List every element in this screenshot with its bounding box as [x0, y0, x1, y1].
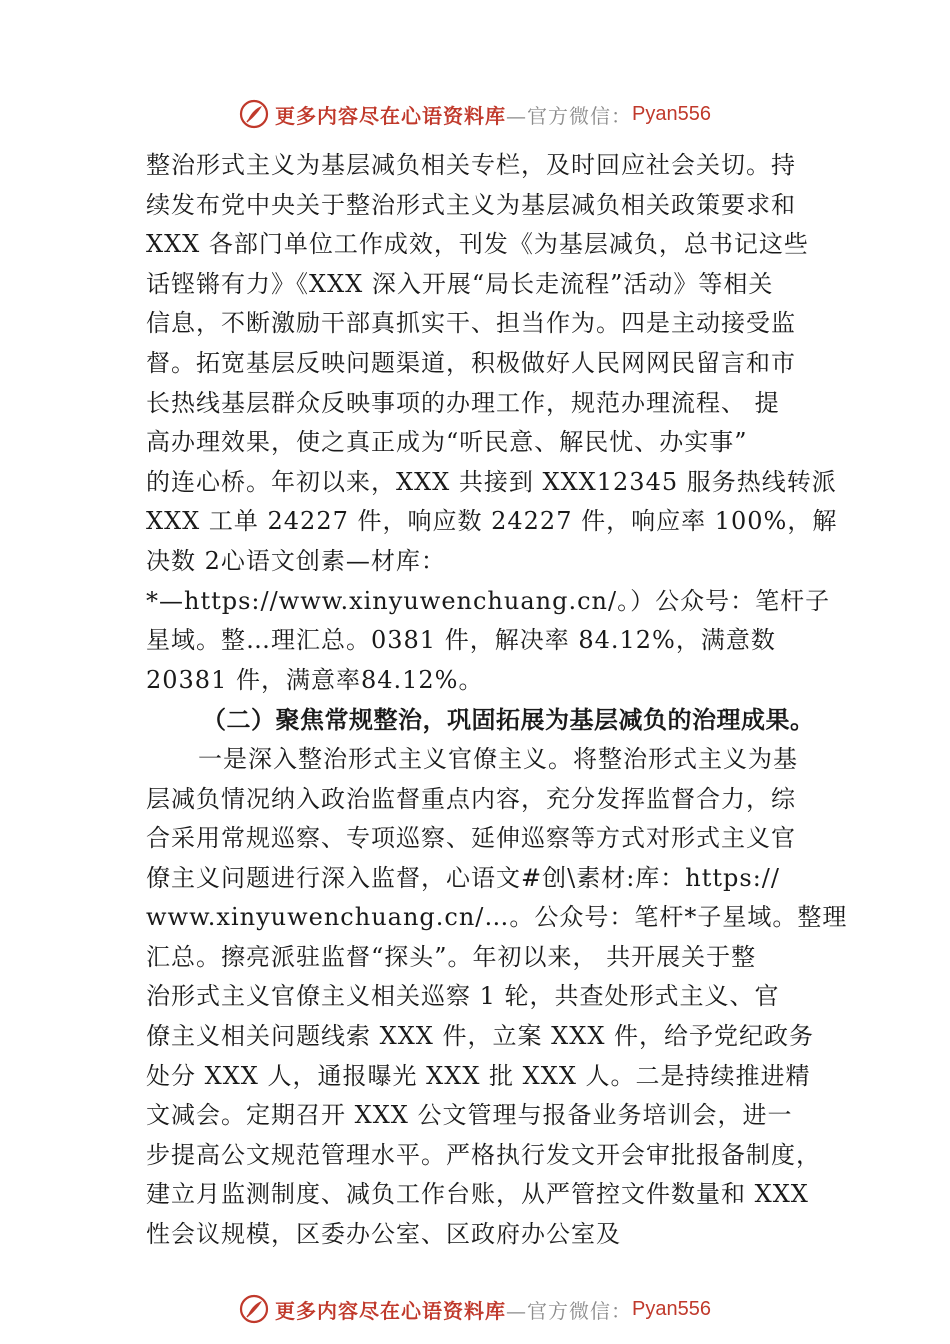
footer-watermark-banner	[0, 1287, 950, 1331]
section-heading: （二）聚焦常规整治，巩固拓展为基层减负的治理成果。	[202, 705, 815, 735]
section-line: 建立月监测制度、减负工作台账，从严管控文件数量和 XXX	[146, 1180, 809, 1209]
body-line: 整治形式主义为基层减负相关专栏，及时回应社会关切。持	[146, 151, 796, 179]
body-line: 星域。整…理汇总。0381 件，解决率 84.12%，满意数	[146, 626, 776, 655]
quill-logo-icon	[239, 1294, 269, 1324]
section-line: 一是深入整治形式主义官僚主义。将整治形式主义为基	[198, 744, 798, 773]
body-line: 督。拓宽基层反映问题渠道，积极做好人民网网民留言和市	[146, 348, 796, 377]
body-line: XXX 工单 24227 件，响应数 24227 件，响应率 100%，解	[146, 507, 838, 536]
section-line: 治形式主义官僚主义相关巡察 1 轮，共查处形式主义、官	[146, 982, 780, 1011]
body-line: 20381 件，满意率84.12%。	[146, 665, 484, 694]
document-body	[146, 146, 848, 1255]
section-line: 处分 XXX 人，通报曝光 XXX 批 XXX 人。二是持续推进精	[146, 1061, 811, 1090]
body-line: 续发布党中央关于整治形式主义为基层减负相关政策要求和	[146, 190, 796, 219]
banner-brand-text: 更多内容尽在心语资料库	[275, 1298, 507, 1323]
body-line: *—https://www.xinyuwenchuang.cn/。）公众号：笔杆子	[146, 586, 831, 615]
section-line: 性会议规模，区委办公室、区政府办公室及	[146, 1220, 621, 1249]
body-line: 的连心桥。年初以来，XXX 共接到 XXX12345 服务热线转派	[146, 467, 837, 496]
body-line: 决数 2心语文创素—材库：	[146, 546, 446, 575]
section-line: 合采用常规巡察、专项巡察、延伸巡察等方式对形式主义官	[146, 824, 796, 853]
banner-contact: Pyan556	[632, 1297, 711, 1320]
body-line: 话铿锵有力》《XXX 深入开展“局长走流程”活动》等相关	[146, 269, 774, 298]
section-line: www.xinyuwenchuang.cn/…。公众号：笔杆*子星域。整理	[146, 903, 848, 932]
banner-brand-text: 更多内容尽在心语资料库	[275, 103, 507, 128]
section-line: 僚主义相关问题线索 XXX 件，立案 XXX 件，给予党纪政务	[146, 1022, 815, 1051]
banner-separator: —官方微信：	[506, 103, 633, 128]
body-line: 高办理效果，使之真正成为“听民意、解民忧、办实事”	[146, 428, 748, 457]
section-line: 文减会。定期召开 XXX 公文管理与报备业务培训会，进一	[146, 1101, 793, 1130]
header-watermark-banner	[0, 92, 950, 136]
section-line: 汇总。擦亮派驻监督“探头”。年初以来， 共开展关于整	[146, 942, 757, 971]
section-line: 僚主义问题进行深入监督，心语文#创\素材:库：https://	[146, 863, 780, 892]
body-line: 长热线基层群众反映事项的办理工作，规范办理流程、 提	[146, 388, 780, 417]
quill-logo-icon	[239, 99, 269, 129]
body-line: 信息，不断激励干部真抓实干、担当作为。四是主动接受监	[146, 309, 796, 338]
body-line: XXX 各部门单位工作成效，刊发《为基层减负，总书记这些	[146, 230, 809, 259]
section-line: 层减负情况纳入政治监督重点内容，充分发挥监督合力，综	[146, 784, 796, 813]
banner-contact: Pyan556	[632, 102, 711, 125]
section-line: 步提高公文规范管理水平。严格执行发文开会审批报备制度，	[146, 1140, 821, 1169]
banner-separator: —官方微信：	[506, 1298, 633, 1323]
